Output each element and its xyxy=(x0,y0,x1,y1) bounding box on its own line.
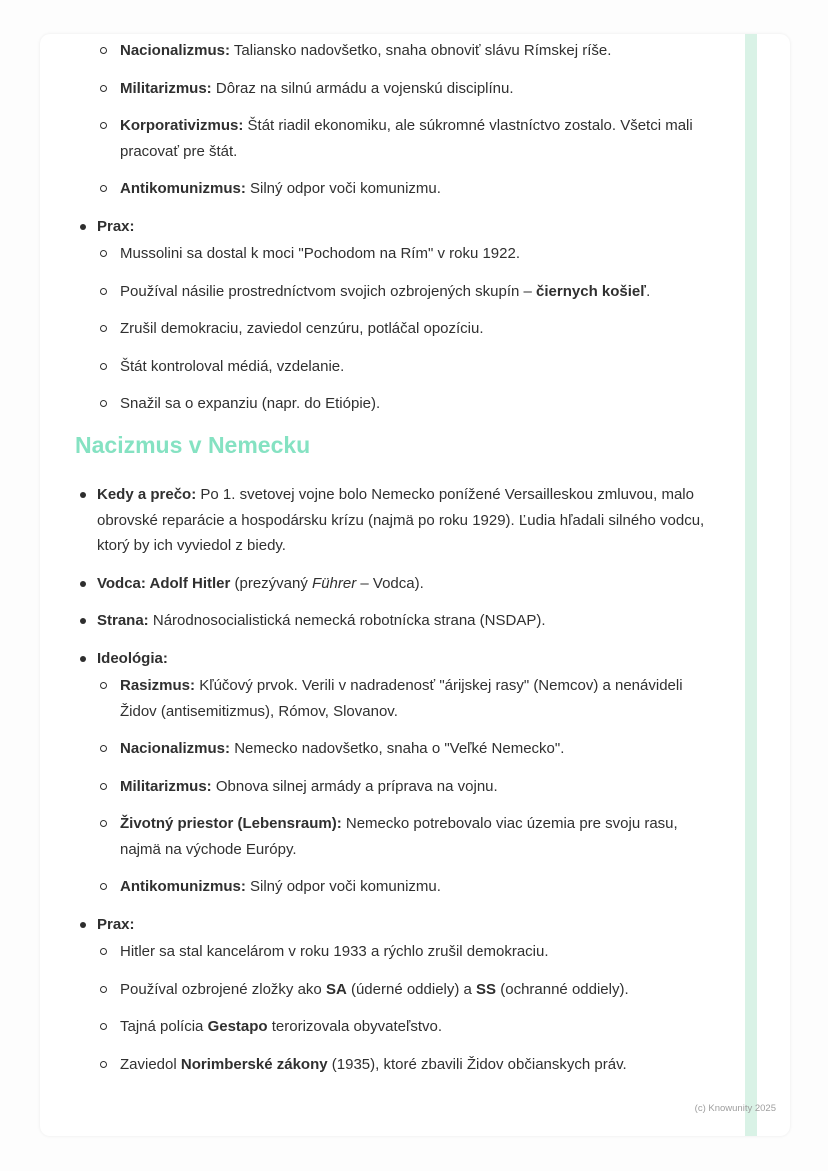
list-level-1 xyxy=(75,482,722,1077)
list-item xyxy=(75,214,722,417)
list-item-text xyxy=(97,912,722,938)
text-run: Strana: xyxy=(97,612,149,630)
text-run: Vodca: Adolf Hitler xyxy=(97,574,231,592)
text-run: Rasizmus: xyxy=(120,677,196,695)
list-item-text xyxy=(120,241,722,267)
list-item xyxy=(97,736,722,762)
list-item-text xyxy=(120,874,722,900)
text-run: Nemecko potrebovalo viac územia pre svoju rasu, najmä na východe Európy. xyxy=(120,815,678,858)
text-run: Korporativizmus: xyxy=(120,117,244,134)
accent-stripe xyxy=(745,34,757,1136)
list-item xyxy=(97,241,722,267)
list-item xyxy=(97,76,722,102)
text-run: Norimberské zákony xyxy=(180,1055,328,1073)
text-run: terorizovala obyvateľstvo. xyxy=(267,1018,443,1036)
text-run: Zaviedol xyxy=(120,1055,181,1073)
list-item xyxy=(75,571,722,597)
text-run: – Vodca). xyxy=(356,574,424,592)
text-run: Zrušil demokraciu, zaviedol cenzúru, potláčal opozíciu. xyxy=(120,320,484,337)
text-run: Národnosocialistická nemecká robotnícka strana (NSDAP). xyxy=(148,612,546,630)
text-run: . xyxy=(646,282,651,300)
list-item-text xyxy=(120,774,722,800)
text-run: Silný odpor voči komunizmu. xyxy=(245,180,441,197)
list-item xyxy=(97,939,722,965)
list-item xyxy=(75,608,722,634)
text-run: Militarizmus: xyxy=(120,79,212,97)
list-level-2 xyxy=(97,939,722,1077)
list-item xyxy=(97,977,722,1003)
text-run: Taliansko nadovšetko, snaha obnoviť slávu Rímskej ríše. xyxy=(230,42,612,59)
list-item-text xyxy=(97,482,722,559)
section-heading: Nacizmus v Nemecku xyxy=(75,431,311,458)
text-run: Nemecko nadovšetko, snaha o "Veľké Nemecko". xyxy=(230,740,565,758)
text-run: (úderné oddiely) a xyxy=(346,980,477,998)
text-run: Silný odpor voči komunizmu. xyxy=(245,878,441,896)
text-run: Führer xyxy=(312,574,357,592)
text-run: Štát riadil ekonomiku, ale súkromné vlastníctvo zostalo. Všetci mali pracovať pre štát. xyxy=(120,117,693,160)
text-run: Snažil sa o expanziu (napr. do Etiópie). xyxy=(120,395,381,412)
list-item-text xyxy=(120,38,722,64)
text-run: Antikomunizmus: xyxy=(120,878,246,896)
list-item-text xyxy=(97,571,722,597)
text-run: Militarizmus: xyxy=(120,777,212,795)
text-run: Tajná polícia xyxy=(120,1018,208,1036)
text-run: Nacionalizmus: xyxy=(120,740,231,758)
text-run: čiernych košieľ xyxy=(536,282,647,300)
text-run: Kľúčový prvok. Verili v nadradenosť "árijskej rasy" (Nemcov) a nenávideli Židov (antisemitizmus), Rómov, Slovanov. xyxy=(120,677,683,720)
text-run: Prax: xyxy=(97,217,135,235)
list-item-text xyxy=(120,673,722,724)
list-item xyxy=(75,482,722,559)
list-item-text xyxy=(120,279,722,305)
text-run: Hitler sa stal kancelárom v roku 1933 a rýchlo zrušil demokraciu. xyxy=(120,943,549,961)
list-item-text xyxy=(97,608,722,634)
list-item xyxy=(97,774,722,800)
list-item-text xyxy=(120,316,722,342)
list-item-text xyxy=(120,939,722,965)
list-item-text xyxy=(120,391,722,417)
text-run: Mussolini sa dostal k moci "Pochodom na Rím" v roku 1922. xyxy=(120,245,520,262)
list-item-text xyxy=(120,1014,722,1040)
list-item xyxy=(97,38,722,64)
list-item-text xyxy=(120,354,722,380)
list-item-text xyxy=(120,176,722,202)
list-level-2 xyxy=(97,241,722,417)
list-item-text xyxy=(97,214,722,240)
list-item xyxy=(97,316,722,342)
list-level-2 xyxy=(97,673,722,900)
text-run: SS xyxy=(476,980,497,998)
list-item-text xyxy=(97,646,722,672)
list-item-text xyxy=(120,811,722,862)
text-run: (ochranné oddiely). xyxy=(496,980,629,998)
text-run: Kedy a prečo: xyxy=(97,486,197,504)
list-item xyxy=(97,1014,722,1040)
text-run: Nacionalizmus: xyxy=(120,42,231,59)
list-item-text xyxy=(120,977,722,1003)
text-run: Ideológia: xyxy=(97,649,168,667)
text-run: (prezývaný xyxy=(230,574,313,592)
text-run: Gestapo xyxy=(207,1018,268,1036)
copyright-footer: (c) Knowunity 2025 xyxy=(694,1103,776,1114)
list-item xyxy=(97,113,722,164)
text-run: Obnova silnej armády a príprava na vojnu. xyxy=(211,777,498,795)
text-run: (1935), ktoré zbavili Židov občianskych práv. xyxy=(327,1055,627,1073)
list-item xyxy=(97,874,722,900)
list-item xyxy=(97,354,722,380)
list-item xyxy=(97,176,722,202)
list-item-text xyxy=(120,113,722,164)
document-page xyxy=(40,34,790,1136)
document-body xyxy=(75,38,722,1089)
text-run: Používal ozbrojené zložky ako xyxy=(120,980,326,998)
text-run: Prax: xyxy=(97,915,135,933)
text-run: Antikomunizmus: xyxy=(120,180,246,197)
list-item-text xyxy=(120,76,722,102)
text-run: Štát kontroloval médiá, vzdelanie. xyxy=(120,357,345,375)
text-run: SA xyxy=(325,980,347,998)
list-item-text xyxy=(120,736,722,762)
text-run: Používal násilie prostredníctvom svojich ozbrojených skupín – xyxy=(120,282,537,300)
list-item xyxy=(97,391,722,417)
list-level-1 xyxy=(75,214,722,417)
text-run: Po 1. svetovej vojne bolo Nemecko ponížené Versailleskou zmluvou, malo obrovské reparácie a hospodársku krízu (najmä po roku 1929). Ľudia hľadali silného vodcu, ktorý by ich vyviedol z biedy. xyxy=(97,486,705,555)
list-item-text xyxy=(120,1052,722,1078)
text-run: Životný priestor (Lebensraum): xyxy=(120,815,342,833)
list-item xyxy=(97,811,722,862)
list-item xyxy=(97,279,722,305)
list-level-2 xyxy=(97,38,722,202)
list-item xyxy=(75,646,722,900)
list-item xyxy=(97,673,722,724)
text-run: Dôraz na silnú armádu a vojenskú disciplínu. xyxy=(211,79,514,97)
list-item xyxy=(75,912,722,1078)
list-item xyxy=(97,1052,722,1078)
